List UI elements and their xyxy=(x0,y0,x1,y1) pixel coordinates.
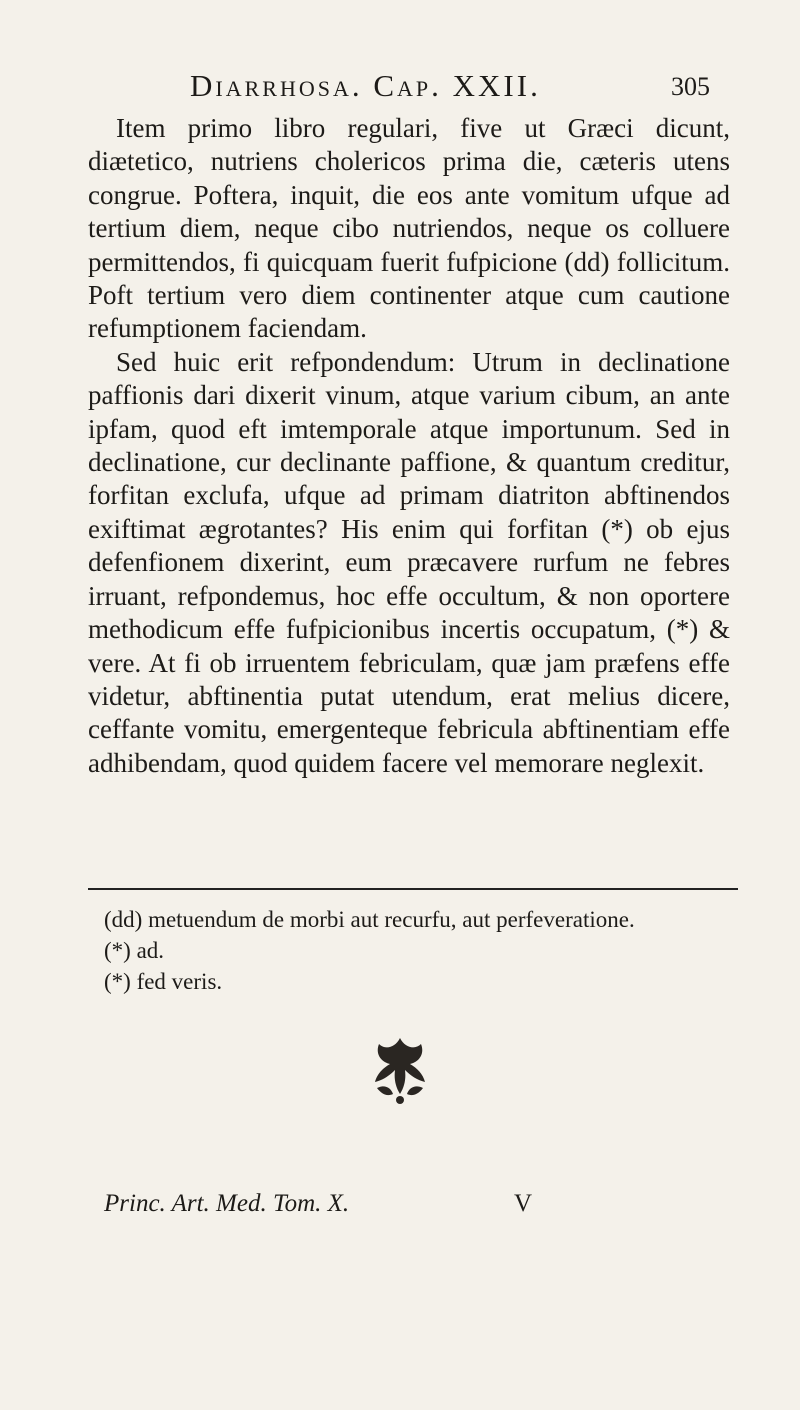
page-number: 305 xyxy=(671,72,710,101)
page-header xyxy=(190,68,710,108)
footnote-divider xyxy=(88,888,738,890)
signature-line: Princ. Art. Med. Tom. X. xyxy=(104,1190,350,1217)
footnote: (dd) metuendum de morbi aut recurfu, aut perfeveratione. xyxy=(104,907,635,932)
printer-ornament-icon xyxy=(355,1030,445,1110)
signature-mark: V xyxy=(514,1190,533,1217)
footnote: (*) ad. xyxy=(104,938,165,963)
main-text xyxy=(88,112,730,780)
paragraph: Item primo libro regulari, five ut Græci dicunt, diætetico, nutriens cholericos prima die, cæteris utens congrue. Poftera, inquit, die eos ante vomitum ufque ad tertium diem, neque cibo nutriendos, neque os colluere permittendos, fi quicquam fuerit fufpicione (dd) follicitum. Poft tertium vero diem continenter atque cum cautione refumptionem faciendam. xyxy=(88,113,730,344)
paragraph: Sed huic erit refpondendum: Utrum in declinatione paffionis dari dixerit vinum, atque varium cibum, an ante ipfam, quod eft imtemporale atque importunum. Sed in declinatione, cur declinante paffione, & quantum creditur, forfitan exclufa, ufque ad primam diatriton abftinendos exiftimat ægrotantes? His enim qui forfitan (*) ob ejus defenfionem dixerint, eum præcavere rurfum ne febres irruant, refpondemus, hoc effe occultum, & non oportere methodicum effe fufpicionibus incertis occupatum, (*) & vere. At fi ob irruentem febriculam, quæ jam præfens effe videtur, abftinentia putat utendum, erat melius dicere, ceffante vomitu, emergenteque febricula abftinentiam effe adhibendam, quod quidem facere vel memorare neglexit. xyxy=(88,346,730,778)
footnote: (*) fed veris. xyxy=(104,969,223,994)
footnotes xyxy=(104,904,744,997)
running-title: Diarrhosa. Cap. XXII. xyxy=(190,68,541,103)
